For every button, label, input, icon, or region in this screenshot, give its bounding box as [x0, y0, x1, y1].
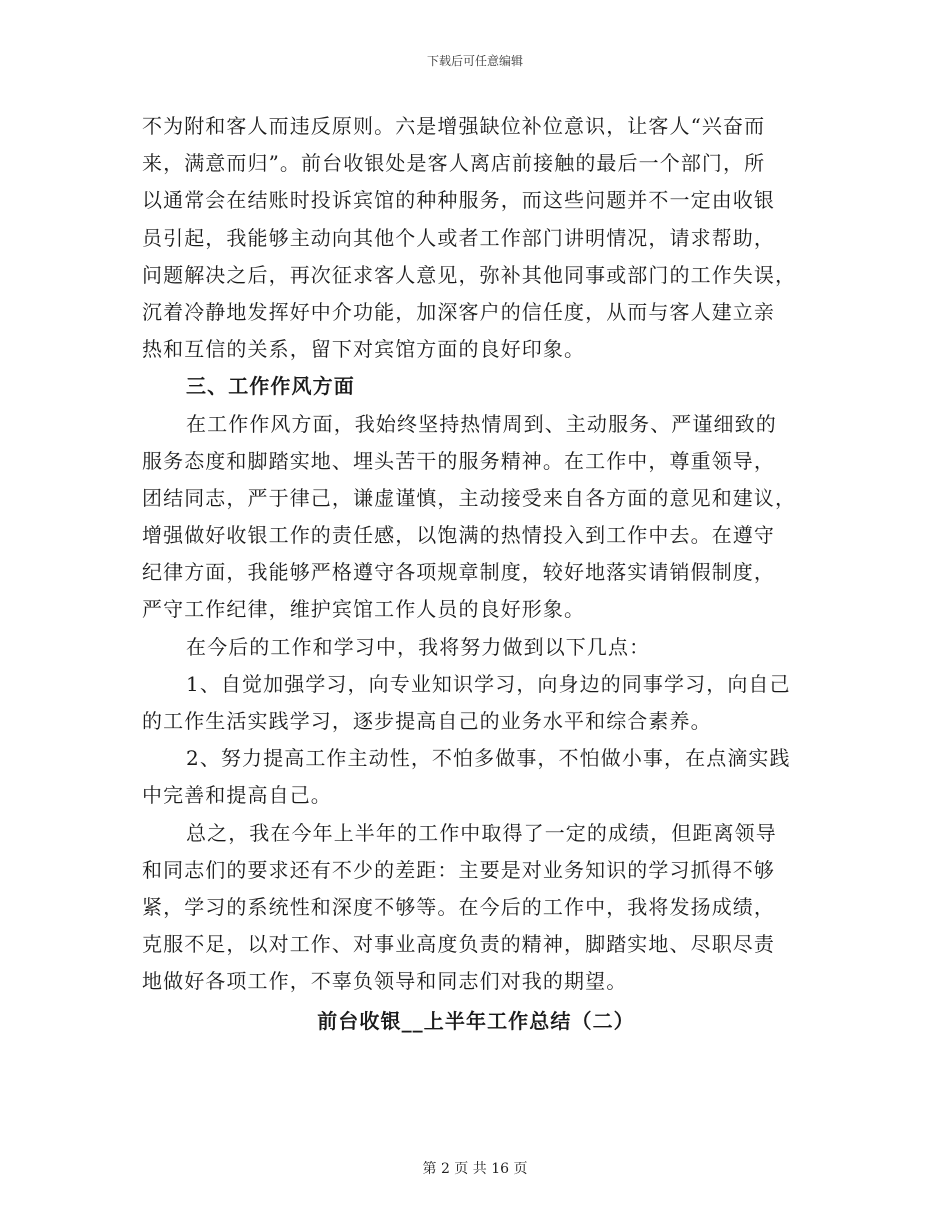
page-footer: 第 2 页 共 16 页 [422, 1161, 528, 1177]
text-line: 热和互信的关系，留下对宾馆方面的良好印象。 [142, 337, 586, 362]
text-line: 问题解决之后，再次征求客人意见，弥补其他同事或部门的工作失误， [142, 262, 797, 287]
text-line: 增强做好收银工作的责任感，以饱满的热情投入到工作中去。在遵守 [142, 523, 775, 548]
page-header: 下载后可任意编辑 [426, 54, 523, 68]
list-item [142, 666, 810, 740]
section-heading [142, 368, 810, 405]
paragraph [142, 406, 810, 629]
document-body [142, 108, 810, 1040]
paragraph [142, 815, 810, 1001]
text-line: 严守工作纪律，维护宾馆工作人员的良好形象。 [142, 597, 586, 622]
text-line: 中完善和提高自己。 [142, 783, 332, 808]
title-text: 前台收银__上半年工作总结（二） [317, 1008, 635, 1033]
text-line: 不为附和客人而违反原则。六是增强缺位补位意识，让客人“兴奋而 [142, 114, 766, 138]
document-title [142, 1003, 810, 1040]
text-line: 总之，我在今年上半年的工作中取得了一定的成绩，但距离领导 [186, 820, 777, 845]
text-line: 团结同志，严于律己，谦虚谨慎，主动接受来自各方面的意见和建议， [142, 485, 797, 510]
text-line: 以通常会在结账时投诉宾馆的种种服务，而这些问题并不一定由收银 [142, 188, 775, 213]
text-line: 纪律方面，我能够严格遵守各项规章制度，较好地落实请销假制度， [142, 560, 775, 585]
text-line: 紧，学习的系统性和深度不够等。在今后的工作中，我将发扬成绩， [142, 894, 775, 919]
text-line: 来，满意而归”。前台收银处是客人离店前接触的最后一个部门，所 [142, 151, 766, 176]
text-line: 的工作生活实践学习，逐步提高自己的业务水平和综合素养。 [142, 709, 712, 733]
heading-text: 三、工作作风方面 [186, 374, 355, 399]
text-line: 地做好各项工作，不辜负领导和同志们对我的期望。 [142, 969, 628, 994]
text-line: 克服不足，以对工作、对事业高度负责的精神，脚踏实地、尽职尽责 [142, 932, 775, 957]
text-line: 在工作作风方面，我始终坚持热情周到、主动服务、严谨细致的 [186, 411, 777, 436]
paragraph [142, 108, 810, 368]
text-line: 2、努力提高工作主动性，不怕多做事，不怕做小事，在点滴实践 [186, 746, 791, 771]
text-line: 1、自觉加强学习，向专业知识学习，向身边的同事学习，向自己 [186, 671, 791, 696]
text-line: 沉着冷静地发挥好中介功能，加深客户的信任度，从而与客人建立亲 [142, 299, 775, 324]
text-line: 服务态度和脚踏实地、埋头苦干的服务精神。在工作中，尊重领导， [142, 448, 775, 473]
text-line: 在今后的工作和学习中，我将努力做到以下几点： [186, 634, 651, 659]
paragraph [142, 629, 810, 666]
list-item [142, 740, 810, 814]
text-line: 员引起，我能够主动向其他个人或者工作部门讲明情况，请求帮助， [142, 225, 775, 250]
text-line: 和同志们的要求还有不少的差距：主要是对业务知识的学习抓得不够 [142, 857, 775, 882]
